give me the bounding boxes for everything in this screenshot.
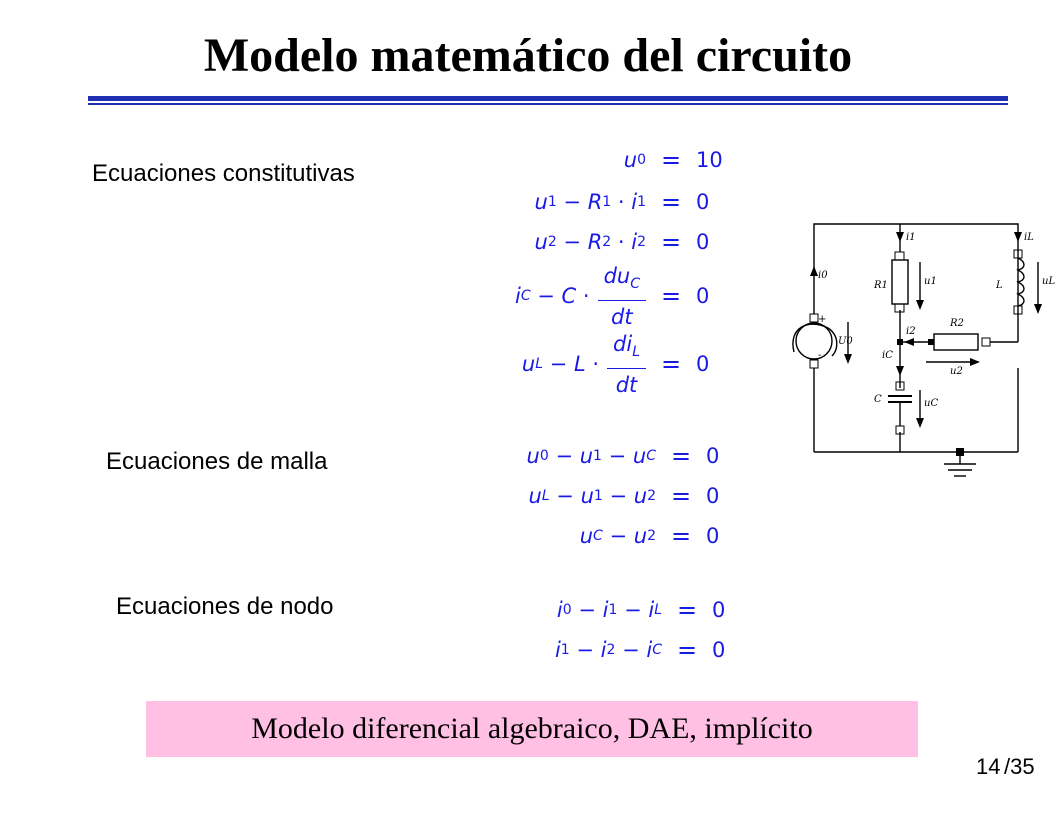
equation-mesh-2: u L − u 1 − u 2 = 0: [528, 482, 720, 510]
equation-mesh-3: u C − u 2 = 0: [579, 522, 720, 550]
title-rule-thick: [88, 96, 1008, 101]
label-i0: i0: [818, 270, 828, 281]
equation-rhs: 0: [712, 598, 726, 622]
section-label-malla: Ecuaciones de malla: [106, 448, 328, 475]
label-plus: +: [818, 314, 827, 325]
title-rule-thin: [88, 103, 1008, 105]
label-R2: R2: [950, 318, 964, 329]
equation-rhs: 10: [696, 148, 723, 172]
page-number-total: /35: [1004, 754, 1035, 779]
equation-rhs: 0: [696, 352, 710, 376]
label-U0: U0: [838, 336, 853, 347]
page-number-current: 14: [976, 754, 1001, 779]
dae-summary-box: Modelo diferencial algebraico, DAE, implícito: [146, 701, 918, 757]
equation-constitutive-5: u L − L · $\frac{di_L}{dt}$ = 0: [521, 331, 710, 397]
equation-rhs: 0: [696, 230, 710, 254]
equation-rhs: 0: [696, 190, 710, 214]
label-uL: uL: [1042, 276, 1056, 287]
label-u1: u1: [924, 276, 937, 287]
section-label-constitutivas: Ecuaciones constitutivas: [92, 160, 355, 187]
label-uC: uC: [924, 398, 939, 409]
label-R1: R1: [874, 280, 888, 291]
equation-constitutive-1: u 0 = 10: [623, 146, 723, 174]
label-i1: i1: [906, 232, 916, 243]
label-u2: u2: [950, 366, 963, 377]
equation-node-1: i 0 − i 1 − i L = 0: [556, 596, 726, 624]
label-L: L: [996, 280, 1003, 291]
equation-node-2: i 1 − i 2 − i C = 0: [554, 636, 726, 664]
equation-rhs: 0: [706, 484, 720, 508]
label-iL: iL: [1024, 232, 1034, 243]
derivative-fraction: $\frac{di_L}{dt}$: [607, 332, 646, 397]
equation-rhs: 0: [706, 444, 720, 468]
page-title: Modelo matemático del circuito: [203, 29, 853, 82]
label-iC: iC: [882, 350, 893, 361]
circuit-diagram: [778, 218, 1056, 494]
label-C: C: [874, 394, 882, 405]
equation-rhs: 0: [712, 638, 726, 662]
equation-rhs: 0: [706, 524, 720, 548]
label-minus: -: [818, 350, 822, 361]
section-label-nodo: Ecuaciones de nodo: [116, 593, 334, 620]
equation-constitutive-2: u 1 − R 1 · i 1 = 0: [534, 188, 710, 216]
equation-constitutive-3: u 2 − R 2 · i 2 = 0: [534, 228, 710, 256]
equation-constitutive-4: i C − C · $\frac{du_C}{dt}$ = 0: [514, 263, 710, 329]
equation-mesh-1: u 0 − u 1 − u C = 0: [526, 442, 720, 470]
derivative-fraction: $\frac{du_C}{dt}$: [598, 264, 646, 329]
label-i2: i2: [906, 326, 916, 337]
equation-rhs: 0: [696, 284, 710, 308]
